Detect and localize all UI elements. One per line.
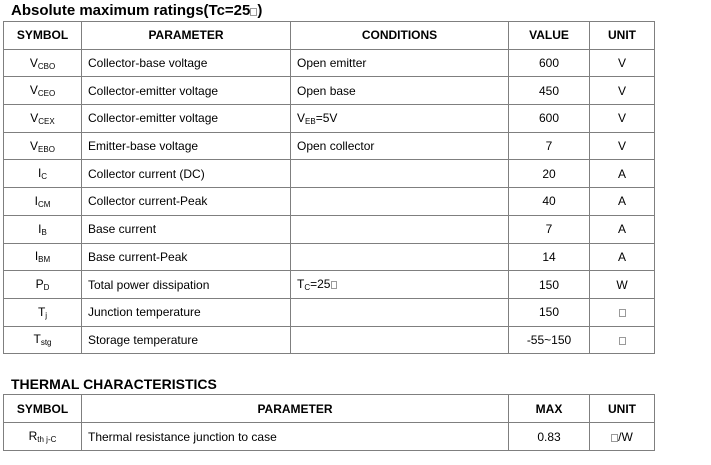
degree-glyph-icon [331,281,337,289]
unit-cell: A [590,188,655,216]
unit-cell: A [590,160,655,188]
unit-cell [590,298,655,326]
value-cell: 7 [509,215,590,243]
conditions-cell: $T_C=25$ [291,271,509,299]
parameter-cell: Total power dissipation [82,271,291,299]
absolute-ratings-table [3,21,655,354]
value-cell: -55~150 [509,326,590,354]
value-cell: 20 [509,160,590,188]
symbol-cell: $V_{EBO}$ [4,132,82,160]
symbol-cell: $V_{CEO}$ [4,77,82,105]
symbol-cell: $I_C$ [4,160,82,188]
parameter-cell: Emitter-base voltage [82,132,291,160]
conditions-cell [291,326,509,354]
value-cell: 7 [509,132,590,160]
unit-cell: /W [590,423,655,451]
unit-cell: V [590,105,655,133]
table-row [4,298,655,326]
thermal-characteristics-title: THERMAL CHARACTERISTICS [11,376,217,392]
conditions-cell: $V_{EB}=5V$ [291,105,509,133]
table-row [4,49,655,77]
table-row [4,160,655,188]
header-parameter: PARAMETER [82,22,291,50]
parameter-cell: Base current-Peak [82,243,291,271]
value-cell: 14 [509,243,590,271]
parameter-cell: Base current [82,215,291,243]
table-row [4,423,655,451]
conditions-cell: Open emitter [291,49,509,77]
header-unit: UNIT [590,395,655,423]
parameter-cell: Storage temperature [82,326,291,354]
table-row [4,271,655,299]
conditions-cell [291,160,509,188]
unit-cell: V [590,132,655,160]
conditions-cell [291,188,509,216]
symbol-cell: $T_j$ [4,298,82,326]
table-header-row [4,22,655,50]
value-cell: 150 [509,271,590,299]
symbol-cell: $I_{BM}$ [4,243,82,271]
absolute-ratings-title: Absolute maximum ratings(Tc=25 ) [11,2,263,19]
table-row [4,215,655,243]
thermal-characteristics-table [3,394,655,451]
value-cell: 150 [509,298,590,326]
parameter-cell: Collector-emitter voltage [82,77,291,105]
conditions-cell [291,298,509,326]
header-conditions: CONDITIONS [291,22,509,50]
value-cell: 40 [509,188,590,216]
degree-glyph-icon [619,309,626,317]
max-cell: 0.83 [509,423,590,451]
parameter-cell: Thermal resistance junction to case [82,423,509,451]
symbol-cell: $V_{CBO}$ [4,49,82,77]
unit-cell: V [590,77,655,105]
parameter-cell: Collector current-Peak [82,188,291,216]
unit-cell [590,326,655,354]
table-row [4,77,655,105]
header-symbol: SYMBOL [4,22,82,50]
header-value: VALUE [509,22,590,50]
unit-cell: W [590,271,655,299]
parameter-cell: Collector-base voltage [82,49,291,77]
table-row [4,105,655,133]
unit-cell: A [590,243,655,271]
conditions-cell [291,215,509,243]
conditions-cell: Open collector [291,132,509,160]
symbol-cell: $I_B$ [4,215,82,243]
symbol-cell: $R_{th j-C}$ [4,423,82,451]
header-max: MAX [509,395,590,423]
parameter-cell: Junction temperature [82,298,291,326]
table-row [4,188,655,216]
unit-cell: A [590,215,655,243]
value-cell: 600 [509,49,590,77]
conditions-cell [291,243,509,271]
value-cell: 450 [509,77,590,105]
header-unit: UNIT [590,22,655,50]
symbol-cell: $I_{CM}$ [4,188,82,216]
degree-glyph-icon [619,337,626,345]
symbol-cell: $T_{stg}$ [4,326,82,354]
parameter-cell: Collector-emitter voltage [82,105,291,133]
unit-cell: V [590,49,655,77]
symbol-cell: $P_D$ [4,271,82,299]
table-header-row [4,395,655,423]
symbol-cell: $V_{CEX}$ [4,105,82,133]
header-symbol: SYMBOL [4,395,82,423]
conditions-cell: Open base [291,77,509,105]
table-row [4,243,655,271]
table-row [4,132,655,160]
value-cell: 600 [509,105,590,133]
parameter-cell: Collector current (DC) [82,160,291,188]
table-row [4,326,655,354]
header-parameter: PARAMETER [82,395,509,423]
